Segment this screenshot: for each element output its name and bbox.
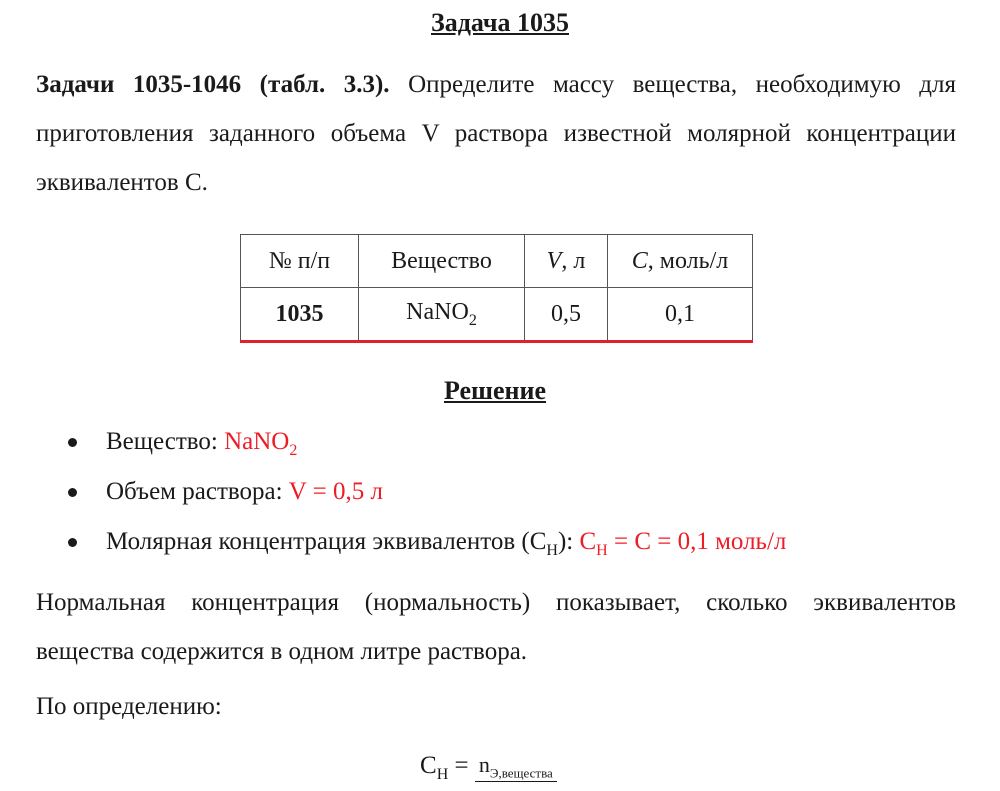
- cell-substance: NaNO$_2$: [359, 288, 525, 342]
- header-substance: Вещество: [359, 235, 525, 288]
- task-text: Определите массу вещества, необходимую для приготовления заданного объема V раствора известной молярной концентрации эквивалентов С.: [36, 71, 956, 196]
- cell-volume: 0,5: [525, 288, 608, 342]
- list-item-concentration: Молярная концентрация эквивалентов $(С_Н)$: $С_Н = С = 0,1$ моль/л: [62, 520, 786, 570]
- header-num: № п/п: [241, 235, 359, 288]
- by-definition-label: По определению:: [36, 693, 222, 720]
- cell-concentration: 0,1: [608, 288, 753, 342]
- task-title: Задача 1035: [431, 8, 569, 37]
- normality-definition: Нормальная концентрация (нормальность) показывает, сколько эквивалентов вещества содержится в одном литре раствора.: [36, 589, 956, 665]
- given-list: [62, 420, 786, 570]
- formula-fraction: $n_{Э,вещества}$: [475, 752, 557, 782]
- table-header-row: [241, 235, 753, 288]
- list-item-substance: Вещество: NaNO$_2$: [62, 420, 786, 470]
- list-item-volume: Объем раствора: V = 0,5 л: [62, 470, 786, 520]
- header-volume: V, л: [525, 235, 608, 288]
- normality-formula: $С_Н$ = $n_{Э,вещества}$: [420, 752, 557, 784]
- conditions-table: [240, 234, 753, 343]
- solution-heading: Решение: [443, 376, 547, 405]
- table-row: [241, 288, 753, 342]
- cell-num: 1035: [241, 288, 359, 342]
- header-concentration: C, моль/л: [608, 235, 753, 288]
- task-range-label: Задачи 1035-1046 (табл. 3.3).: [36, 71, 390, 98]
- task-statement: [36, 60, 956, 207]
